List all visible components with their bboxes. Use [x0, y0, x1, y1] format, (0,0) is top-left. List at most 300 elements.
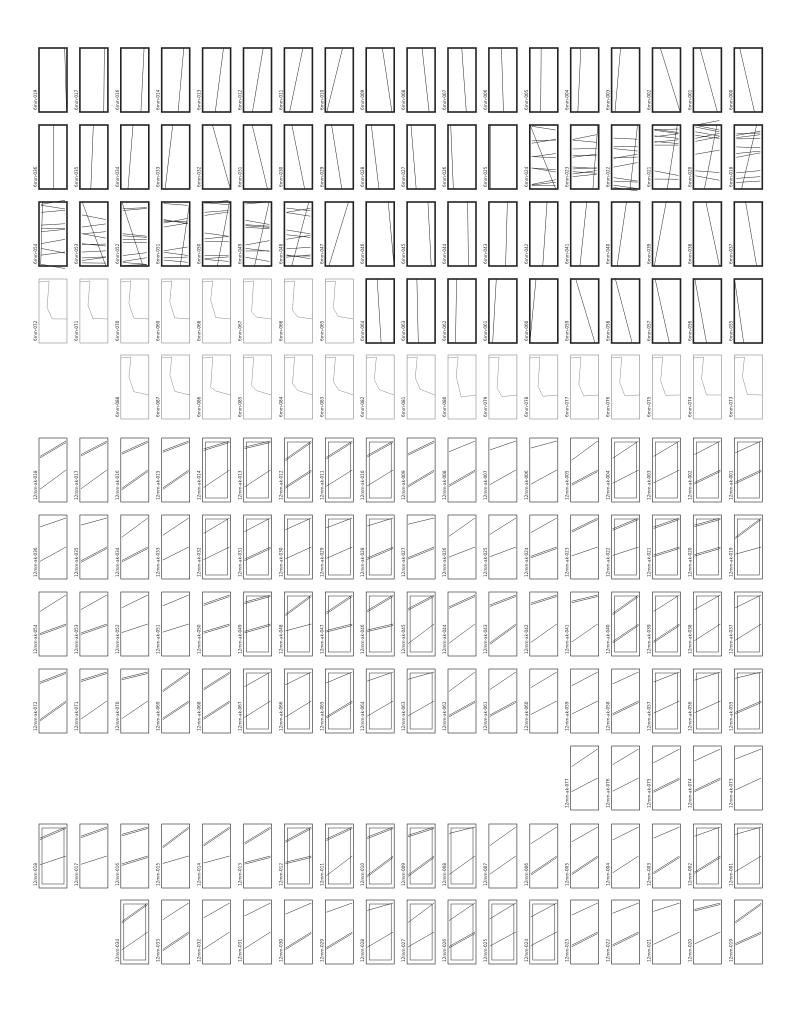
panel-label: 6mm-088 — [114, 396, 120, 417]
panel — [728, 669, 762, 733]
panel — [687, 48, 721, 112]
panel-frame — [366, 438, 394, 502]
cut-lines — [531, 441, 557, 484]
cut-lines — [576, 279, 595, 343]
panel-frame — [366, 592, 394, 656]
panel — [524, 669, 558, 733]
panel-label: 12mm-ak-063 — [401, 701, 407, 731]
panel-label: 6mm-063 — [401, 320, 407, 341]
panel-frame — [325, 824, 353, 888]
cut-lines — [122, 595, 148, 633]
panel — [442, 515, 476, 579]
panel-label: 12mm-033 — [155, 939, 161, 962]
panel — [360, 592, 394, 656]
panel-label: 12mm-ak-027 — [401, 547, 407, 577]
panel — [728, 125, 762, 189]
panel-label: 12mm-ak-004 — [605, 470, 611, 500]
panel — [319, 824, 353, 888]
panel — [606, 746, 640, 810]
cut-lines — [252, 48, 263, 112]
panel — [565, 515, 599, 579]
panel — [606, 515, 640, 579]
panel-frame — [407, 279, 435, 343]
panel-label: 6mm-065 — [319, 320, 325, 341]
panel-frame — [162, 669, 190, 733]
panel-frame — [39, 515, 67, 579]
panel-label: 6mm-067 — [237, 320, 243, 341]
panel-label: 6mm-071 — [73, 320, 79, 341]
panel-label: 6mm-022 — [605, 166, 611, 187]
panel-label: 6mm-051 — [155, 243, 161, 264]
panel-label: 12mm-ak-022 — [605, 547, 611, 577]
cut-lines — [326, 672, 352, 729]
panel — [524, 355, 558, 419]
panel — [319, 202, 353, 266]
panel-frame — [80, 824, 108, 888]
cut-lines — [367, 441, 393, 498]
cut-lines — [735, 903, 761, 945]
panel — [401, 202, 435, 266]
panel-label: 12mm-026 — [442, 939, 447, 962]
panel-label: 6mm-020 — [687, 166, 693, 187]
panel-label: 12mm-018 — [33, 863, 38, 886]
cut-lines — [326, 595, 352, 652]
panel — [156, 438, 190, 502]
panel-label: 6mm-075 — [646, 396, 652, 417]
cut-lines — [178, 48, 184, 112]
panel-label: 12mm-002 — [687, 863, 693, 886]
cut-lines — [408, 903, 434, 960]
panel-frame — [693, 515, 721, 579]
cut-lines — [245, 827, 271, 864]
panel — [156, 355, 190, 419]
panel-frame — [693, 746, 721, 810]
panel — [278, 824, 312, 888]
cut-lines — [205, 200, 230, 266]
cut-lines — [408, 827, 434, 884]
panel-label: 12mm-ak-046 — [360, 624, 366, 654]
panel-label: 6mm-073 — [728, 396, 734, 417]
panel-label: 12mm-ak-018 — [33, 470, 38, 500]
cut-lines — [163, 903, 189, 951]
panel — [565, 592, 599, 656]
panel-frame — [693, 125, 721, 189]
panel-frame — [530, 824, 558, 888]
panel — [115, 669, 149, 733]
panel — [197, 200, 231, 266]
cut-lines — [366, 357, 394, 395]
panel — [524, 900, 558, 964]
panel-label: 12mm-ak-020 — [687, 547, 693, 577]
cut-lines — [448, 357, 476, 397]
panel-label: 6mm-025 — [482, 166, 488, 187]
panel — [238, 900, 272, 964]
panel-label: 12mm-ak-071 — [73, 701, 79, 731]
panel-frame — [121, 900, 149, 964]
panel-label: 6mm-023 — [564, 166, 570, 187]
cut-lines — [543, 202, 547, 266]
panel-label: 12mm-ak-076 — [605, 778, 611, 808]
cut-lines — [654, 202, 666, 266]
panel-label: 6mm-037 — [728, 243, 734, 264]
cut-lines — [203, 357, 231, 395]
panel-label: 12mm-ak-055 — [728, 701, 734, 731]
cut-lines — [332, 125, 342, 189]
panel-label: 12mm-009 — [401, 863, 407, 886]
panel — [524, 438, 558, 502]
panel-frame — [653, 592, 681, 656]
panel — [647, 592, 681, 656]
panel-frame — [203, 279, 231, 343]
panel-frame — [530, 202, 558, 266]
panel-frame — [284, 202, 312, 266]
panel — [483, 900, 517, 964]
panel-frame — [162, 279, 190, 343]
panel-frame — [734, 48, 762, 112]
panel-label: 12mm-ak-048 — [278, 624, 284, 654]
panel-label: 12mm-032 — [196, 939, 202, 962]
panel-label: 12mm-ak-043 — [482, 624, 488, 654]
panel-label: 12mm-ak-032 — [196, 547, 202, 577]
panel-frame — [530, 279, 558, 343]
cut-lines — [91, 125, 94, 189]
panel-label: 12mm-ak-024 — [523, 547, 529, 577]
panel-frame — [203, 125, 231, 189]
panel — [483, 279, 517, 343]
panel — [401, 824, 435, 888]
panel — [606, 592, 640, 656]
cut-lines — [694, 749, 720, 792]
panel — [115, 48, 149, 112]
panel-frame — [653, 48, 681, 112]
panel-frame — [571, 592, 599, 656]
panel — [278, 900, 312, 964]
panel — [319, 48, 353, 112]
panel — [647, 125, 681, 189]
panel-label: 6mm-072 — [33, 320, 38, 341]
panel-frame — [489, 48, 517, 112]
cut-lines — [245, 903, 271, 949]
panel-frame — [80, 279, 108, 343]
panel — [115, 515, 149, 579]
panel — [319, 592, 353, 656]
cut-lines — [694, 672, 720, 729]
panel — [156, 279, 190, 343]
cut-lines — [388, 202, 394, 266]
panel-label: 6mm-039 — [646, 243, 652, 264]
panel — [238, 515, 272, 579]
panel-label: 12mm-ak-030 — [278, 547, 284, 577]
panel — [565, 279, 599, 343]
panel-label: 12mm-ak-003 — [646, 470, 652, 500]
panel-label: 6mm-062 — [442, 320, 447, 341]
panel-label: 12mm-017 — [73, 863, 79, 886]
panel-label: 6mm-087 — [155, 396, 161, 417]
panel-label: 12mm-ak-007 — [482, 470, 488, 500]
cut-lines — [746, 202, 757, 266]
panel-label: 12mm-ak-045 — [401, 624, 407, 654]
panel — [238, 125, 272, 189]
panel-label: 12mm-ak-073 — [728, 778, 734, 808]
cut-lines — [613, 595, 639, 652]
panel — [360, 438, 394, 502]
panel — [401, 592, 435, 656]
panel — [483, 669, 517, 733]
panel-label: 12mm-ak-016 — [114, 470, 120, 500]
cut-lines — [573, 125, 598, 189]
panel — [606, 48, 640, 112]
cut-lines — [326, 903, 352, 949]
panel-frame — [693, 48, 721, 112]
panel — [278, 48, 312, 112]
panel-frame — [612, 355, 640, 419]
panel — [647, 824, 681, 888]
panel-label: 6mm-069 — [155, 320, 161, 341]
panel-label: 12mm-001 — [728, 863, 734, 886]
panel-frame — [448, 592, 476, 656]
cut-lines — [245, 518, 271, 575]
panel-frame — [448, 669, 476, 733]
panel-frame — [653, 202, 681, 266]
cut-lines — [326, 518, 352, 575]
panel-label: 12mm-ak-001 — [728, 470, 734, 500]
panel-frame — [162, 202, 190, 266]
panel-label: 12mm-ak-039 — [646, 624, 652, 654]
panel-frame — [203, 824, 231, 888]
panel-label: 12mm-007 — [482, 863, 488, 886]
panel-label: 6mm-060 — [523, 320, 529, 341]
panel-frame — [162, 125, 190, 189]
panel-frame — [448, 515, 476, 579]
panel — [278, 355, 312, 419]
panel — [401, 125, 435, 189]
cut-lines — [367, 827, 393, 884]
cut-lines — [506, 202, 508, 266]
panel-label: 12mm-ak-019 — [728, 547, 734, 577]
cut-lines — [204, 518, 230, 575]
panel-label: 12mm-014 — [196, 863, 202, 886]
panel-frame — [407, 824, 435, 888]
cut-lines — [245, 595, 271, 652]
panel-frame — [366, 515, 394, 579]
panel-label: 6mm-043 — [482, 243, 488, 264]
panel — [197, 355, 231, 419]
panel-label: 6mm-041 — [564, 243, 570, 264]
cut-lines — [40, 595, 66, 635]
panel-label: 6mm-055 — [728, 320, 734, 341]
cut-lines — [285, 827, 311, 884]
cut-lines — [204, 672, 230, 719]
panel-label: 12mm-ak-031 — [237, 547, 243, 577]
panel — [524, 202, 558, 266]
panel-frame — [244, 48, 272, 112]
panel — [401, 669, 435, 733]
panel-label: 6mm-012 — [237, 89, 243, 110]
cut-lines — [654, 672, 680, 729]
panel-label: 6mm-000 — [728, 89, 734, 110]
panel-label: 6mm-077 — [564, 396, 570, 417]
panel — [197, 438, 231, 502]
cut-lines — [367, 595, 393, 652]
panel — [74, 279, 108, 343]
panel-label: 6mm-003 — [605, 89, 611, 110]
cut-lines — [204, 441, 230, 498]
cut-lines — [122, 202, 147, 266]
cut-lines — [613, 672, 639, 715]
panel-label: 12mm-031 — [237, 939, 243, 962]
cut-lines — [449, 903, 475, 960]
cut-lines — [451, 125, 454, 189]
panel-label: 12mm-ak-009 — [401, 470, 407, 500]
cut-lines — [490, 672, 516, 716]
panel — [238, 48, 272, 112]
panel-label: 12mm-ak-060 — [523, 701, 529, 731]
cut-lines — [408, 672, 434, 729]
cut-lines — [531, 827, 557, 875]
panel-frame — [693, 900, 721, 964]
panel — [401, 355, 435, 419]
panel-label: 12mm-ak-005 — [564, 470, 570, 500]
panel — [483, 824, 517, 888]
panel-frame — [653, 746, 681, 810]
panel — [524, 279, 558, 343]
panel-label: 12mm-019 — [728, 939, 734, 962]
panel-frame — [325, 202, 353, 266]
panel-frame — [693, 669, 721, 733]
panel — [360, 355, 394, 419]
panel — [524, 824, 558, 888]
panel-frame — [448, 824, 476, 888]
panel — [156, 592, 190, 656]
panel-frame — [734, 438, 762, 502]
cut-lines — [252, 125, 267, 189]
panel-label: 6mm-059 — [564, 320, 570, 341]
cut-lines — [613, 441, 639, 498]
panel-frame — [203, 355, 231, 419]
panel-frame — [693, 279, 721, 343]
panel-label: 6mm-048 — [278, 243, 284, 264]
panel-label: 6mm-024 — [523, 166, 529, 187]
panel — [606, 125, 640, 191]
panel-label: 12mm-ak-036 — [33, 547, 38, 577]
panel — [278, 515, 312, 579]
panel-frame — [612, 202, 640, 266]
panel-label: 6mm-038 — [687, 243, 693, 264]
panel-frame — [366, 279, 394, 343]
panel — [728, 355, 762, 419]
panel — [728, 202, 762, 266]
panel-frame — [80, 592, 108, 656]
panel — [606, 438, 640, 502]
cut-lines — [285, 595, 311, 652]
panel-label: 12mm-ak-052 — [114, 624, 120, 654]
cut-lines — [654, 518, 680, 575]
cut-lines — [325, 357, 353, 395]
cut-lines — [244, 357, 272, 395]
panel — [33, 669, 67, 733]
cut-lines — [292, 125, 305, 189]
panel-label: 6mm-021 — [646, 166, 652, 187]
panel — [647, 202, 681, 266]
panel — [115, 279, 149, 343]
panel-label: 6mm-082 — [360, 396, 366, 417]
panel — [115, 125, 149, 189]
panel — [524, 592, 558, 656]
panel-frame — [162, 515, 190, 579]
panel-frame — [734, 900, 762, 964]
panel-frame — [612, 515, 640, 579]
panel — [442, 900, 476, 964]
panel — [687, 515, 721, 579]
cut-lines — [40, 672, 66, 721]
cut-lines — [740, 48, 755, 112]
panel-label: 12mm-ak-047 — [319, 624, 325, 654]
panel-frame — [612, 592, 640, 656]
panel-frame — [80, 669, 108, 733]
panel-frame — [121, 48, 149, 112]
cut-lines — [531, 595, 557, 642]
panel-frame — [653, 515, 681, 579]
panel-label: 6mm-034 — [114, 166, 120, 187]
panel-frame — [653, 279, 681, 343]
panel — [238, 592, 272, 656]
panel-label: 12mm-013 — [237, 863, 243, 886]
panel — [687, 438, 721, 502]
cut-lines — [128, 125, 133, 189]
panel — [442, 125, 476, 189]
cut-lines — [81, 441, 107, 489]
panel-label: 12mm-ak-042 — [523, 624, 529, 654]
panel-frame — [162, 824, 190, 888]
cut-lines — [80, 281, 108, 319]
panel-frame — [39, 279, 67, 343]
panel — [647, 515, 681, 579]
panel-label: 12mm-ak-021 — [646, 547, 652, 577]
cut-lines — [735, 595, 761, 652]
panel-label: 6mm-076 — [605, 396, 611, 417]
panel — [156, 515, 190, 579]
cut-lines — [382, 48, 392, 112]
panel-frame — [734, 515, 762, 579]
panel-frame — [530, 438, 558, 502]
panel-label: 12mm-ak-029 — [319, 547, 325, 577]
cut-lines — [571, 357, 599, 396]
panel-label: 12mm-034 — [114, 939, 120, 962]
cut-lines — [654, 749, 680, 792]
panel-frame — [571, 438, 599, 502]
panel-frame — [407, 48, 435, 112]
panel-frame — [203, 900, 231, 964]
panel-label: 6mm-040 — [605, 243, 611, 264]
panel — [442, 592, 476, 656]
panel-label: 6mm-028 — [360, 166, 366, 187]
panel-label: 6mm-013 — [196, 89, 202, 110]
cut-lines — [81, 827, 107, 864]
panel — [115, 438, 149, 502]
panel-frame — [203, 438, 231, 502]
panel — [33, 48, 67, 112]
panel-frame — [366, 125, 394, 189]
cut-lines — [367, 672, 393, 729]
panel-frame — [612, 438, 640, 502]
cut-lines — [122, 827, 148, 865]
cut-lines — [449, 827, 475, 884]
cut-lines — [531, 672, 557, 715]
panel — [606, 202, 640, 266]
panel-frame — [530, 48, 558, 112]
panel — [565, 746, 599, 810]
cut-lines — [367, 903, 393, 960]
